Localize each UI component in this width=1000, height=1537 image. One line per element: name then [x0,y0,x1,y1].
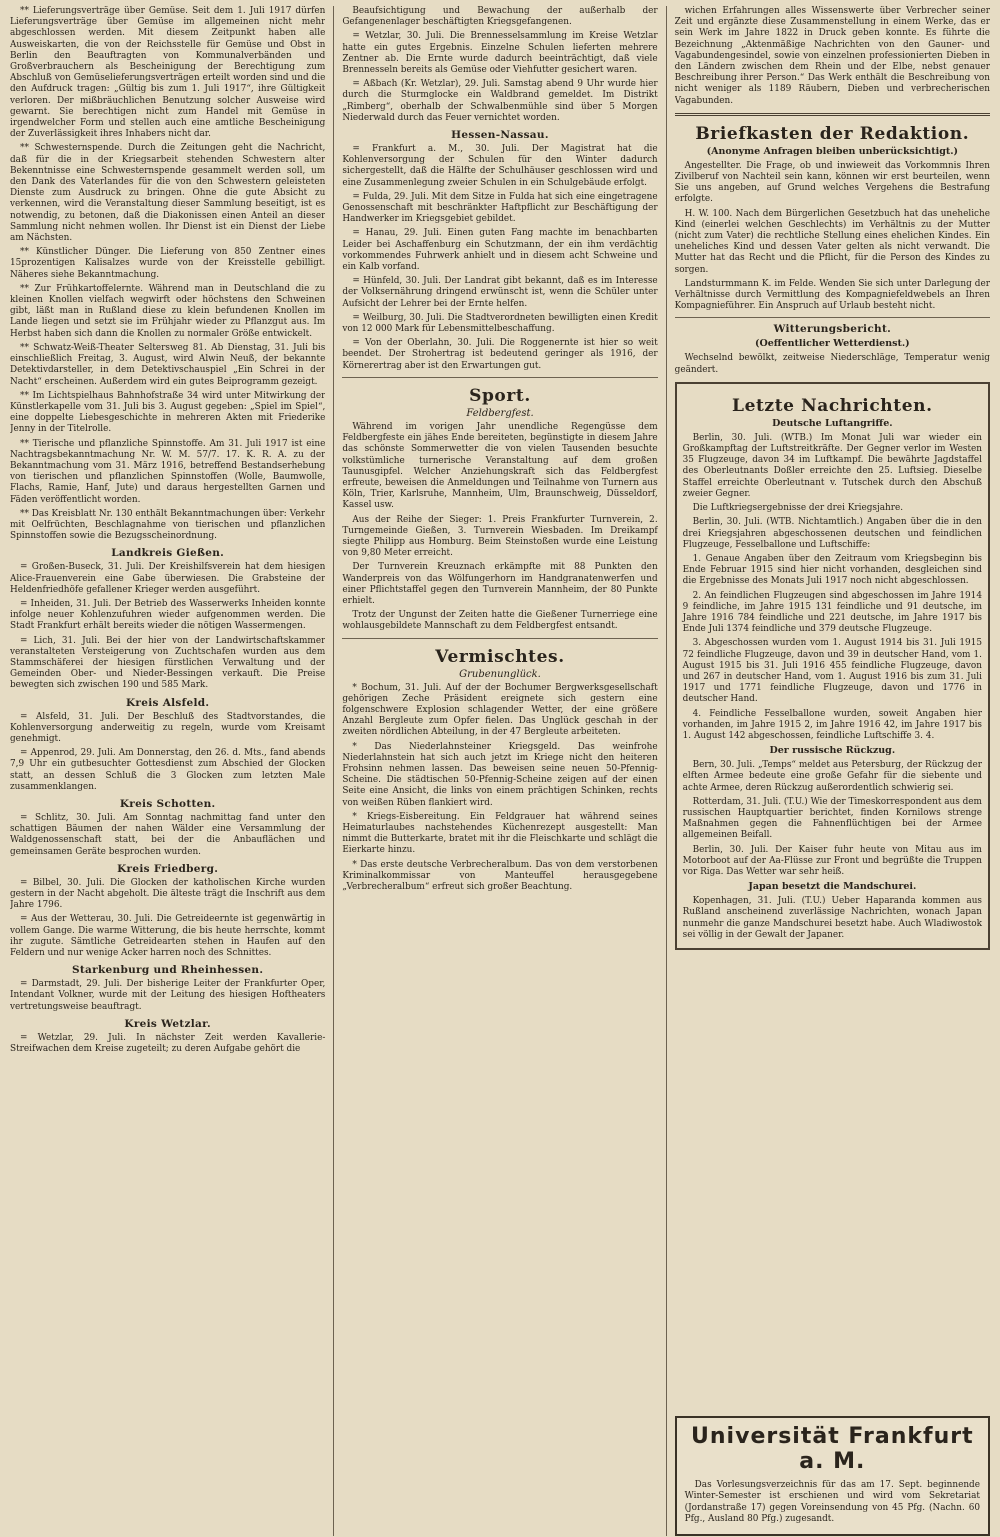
column-divider [666,6,667,1536]
letzte-nachrichten-box [675,382,990,950]
article-paragraph: Landsturmmann K. im Felde. Wenden Sie sich unter Darlegung der Verhältnisse durch Vermittlung des Kompagniefeldwebels an Ihren Kompagnieführer. Ein Anspruch auf Urlaub besteht nicht. [674,278,990,312]
column-layout [10,6,990,1536]
divider [675,317,990,318]
article-paragraph: Aus der Reihe der Sieger: 1. Preis Frankfurter Turnverein, 2. Turngemeinde Gießen, 3. Turnverein Wiesbaden. Im Dreikampf siegte Philipp aus Homburg. Beim Steinstoßen wurde eine Leistung von 9,80 Meter erreicht. [342,514,658,559]
col2-articles-d [342,683,657,894]
col3-articles-f [683,896,982,941]
article-paragraph: = Fulda, 29. Juli. Mit dem Sitze in Fulda hat sich eine eingetragene Genossenschaft mit beschränkter Haftpflicht zur Beschäftigung der Handwerker im Kriegsgebiet gebildet. [342,191,658,225]
article-paragraph: * Das Niederlahnsteiner Kriegsgeld. Das weinfrohe Niederlahnstein hat sich auch jetzt im Kriege nicht den heiteren Frohsinn nehmen lassen. Das beweisen seine neuen 50-Pfennig-Scheine. Die städtischen 50-Pfennig-Scheine zeigen auf der einen Seite eine Ansicht, die links von einem prächtigen Schinken, rechts von weißen Rüben flankiert wird. [342,741,658,808]
divider [675,113,990,116]
article-paragraph: = Alsfeld, 31. Juli. Der Beschluß des Stadtvorstandes, die Kohlenversorgung anderweitig zu regeln, wurde vom Kreisamt genehmigt. [10,711,326,744]
ad-title: Universität Frankfurt a. M. [691,1424,974,1475]
heading-witterungsbericht: Witterungsbericht. [773,323,892,336]
col1-articles-e [10,878,325,959]
heading-vermischtes: Vermischtes. [435,646,565,667]
article-paragraph: ** Tierische und pflanzliche Spinnstoffe. Am 31. Juli 1917 ist eine Nachtragsbekanntmachung Nr. W. M. 57/7. 17. K. R. A. zu der Bekanntmachung vom 31. März 1916, betreffend Bestandserhebung von tierischen und pflanzlichen Spinnstoffen (Wolle, Baumwolle, Flachs, Ramie, Hanf, Jute) und daraus hergestellten Garnen und Fäden veröffentlicht worden. [10,438,326,505]
article-paragraph: = Inheiden, 31. Juli. Der Betrieb des Wasserwerks Inheiden konnte infolge neuer Kohlenzufuhren wieder aufgenommen werden. Die Stadt Frankfurt erhält bereits wieder die nötigen Wassermengen. [10,598,326,632]
article-paragraph: = Wetzlar, 29. Juli. In nächster Zeit werden Kavallerie-Streifwachen dem Kreise zugeteilt; zu deren Aufgabe gehört die [10,1032,326,1055]
article-paragraph: * Bochum, 31. Juli. Auf der der Bochumer Bergwerksgesellschaft gehörigen Zeche Präsident ereignete sich gestern eine folgenschwere Explosion schlagender Wetter, der eine größere Anzahl Bergleute zum Opfer fielen. Das Unglück geschah in der zweiten nördlichen Abteilung, in der 47 Bergleute arbeiteten. [342,682,658,738]
article-paragraph: Bern, 30. Juli. „Temps“ meldet aus Petersburg, der Rückzug der elften Armee bedeute eine große Gefahr für die siebente und achte Armee, deren Rückzug außerordentlich schwierig sei. [682,760,982,793]
article-paragraph: = Schlitz, 30. Juli. Am Sonntag nachmittag fand unter den schattigen Bäumen der nahen Wälder eine Versammlung der Waldgenossenschaft statt, bei der die Anbauflächen und gemeinsamen Geräte besprochen wurden. [10,813,326,857]
article-paragraph: wichen Erfahrungen alles Wissenswerte über Verbrecher seiner Zeit und ergänzte diese Zusammenstellung in einem Werke, das er sein Werk im Jahre 1822 in Druck geben konnte. Es führte die Bezeichnung „Aktenmäßige Nachrichten von den Gauner- und Vagabundengesindel, sowie von einzelnen professionierten Dieben in den Ländern zwischen dem Rhein und der Elbe, nebst genauer Beschreibung ihrer Person.“ Das Werk enthält die Beschreibung von nicht weniger als 1189 Räubern, Dieben und verbrecherischen Vagabunden. [674,6,990,106]
article-paragraph: = Wetzlar, 30. Juli. Die Brennesselsammlung im Kreise Wetzlar hatte ein gutes Ergebnis. Einzelne Schulen lieferten mehrere Zentner ab. Die Ernte wurde dadurch beeinträchtigt, daß viele Brennesseln bereits als Gemüse oder Viehfutter gesichert waren. [342,31,658,76]
heading-kreis-wetzlar: Kreis Wetzlar. [124,1017,211,1030]
col1-articles-f [10,979,325,1013]
article-paragraph: ** Künstlicher Dünger. Die Lieferung von 850 Zentner eines 15prozentigen Kalisalzes wurde von der Kreisstelle gebilligt. Näheres siehe Bekanntmachung. [10,247,326,280]
article-paragraph: = Frankfurt a. M., 30. Juli. Der Magistrat hat die Kohlenversorgung der Schulen für den Winter dadurch sichergestellt, daß die Hälfte der Schulhäuser geschlossen wird und eine Zusammenlegung zweier Schulen in ein Schulgebäude erfolgt. [342,144,658,188]
article-paragraph: = Lich, 31. Juli. Bei der hier von der Landwirtschaftskammer veranstalteten Versteigerung von Zuchtschafen wurden aus dem Stammschäferei der hiesigen fürstlichen Verwaltung und der Gemeinden Ober- und Nieder-Bessingen verkauft. Die Preise bewegten sich zwischen 190 und 585 Mark. [10,635,326,691]
subheading-anonyme-anfragen: (Anonyme Anfragen bleiben unberücksichtigt.) [706,145,959,157]
article-paragraph: = Appenrod, 29. Juli. Am Donnerstag, den 26. d. Mts., fand abends 7,9 Uhr ein gutbesuchter Gottesdienst zum Abschied der Glocken statt, an dessen Schluß die 3 Glocken zum letzten Male zusammenklangen. [10,748,326,792]
article-paragraph: Angestellter. Die Frage, ob und inwieweit das Vorkommnis Ihren Zivilberuf von Nachteil sein kann, können wir erst beurteilen, wenn Sie uns angeben, auf Grund welches Vergehens die Bestrafung erfolgte. [674,160,990,205]
heading-hessen-nassau: Hessen-Nassau. [451,129,549,142]
article-paragraph: ** Schwatz-Weiß-Theater Seltersweg 81. Ab Dienstag, 31. Juli bis einschließlich Freitag, 3. August, wird Alwin Neuß, der bekannte Detektivdarsteller, in dem Detektivschauspiel „Ein Schrei in der Nacht“ erscheinen. Außerdem wird ein gutes Beiprogramm gezeigt. [10,342,326,387]
article-paragraph: ** Schwesternspende. Durch die Zeitungen geht die Nachricht, daß für die in der Kriegsarbeit stehenden Schwestern alter Bekenntnisse eine Schwesternspende gesammelt werden soll, um den Dank des Vaterlandes für die von den Schwestern geleisteten Dienste zum Ausdruck zu bringen. Ohne die gute Absicht zu verkennen, wird die Veranstaltung dieser Sammlung beseitigt, ist es notwendig, zu betonen, daß die Diakonissen einen Anteil an dieser Sammlung nicht nehmen wollen. Ihr Dienst ist ein Dienst der Liebe am Nächsten. [10,143,326,244]
article-paragraph: 3. Abgeschossen wurden vom 1. August 1914 bis 31. Juli 1915 72 feindliche Flugzeuge, davon und 39 in deutscher Hand, vom 1. August 1915 bis 31. Juli 1916 455 feindliche Flugzeuge, davon und 267 in deutscher Hand, vom 1. August 1916 bis zum 31. Juli 1917 und 1771 feindliche Flugzeuge, davon und 1776 in deutscher Hand. [682,638,982,705]
col3-articles-e [683,760,982,878]
divider [342,638,657,639]
article-paragraph: ** Lieferungsverträge über Gemüse. Seit dem 1. Juli 1917 dürfen Lieferungsverträge über Gemüse im allgemeinen nicht mehr abgeschlossen werden. Mit diesem Zeitpunkt haben alle Ausweiskarten, die von der Reichsstelle für Gemüse und Obst in Berlin den Beauftragten von Kommunalverbänden und Großverbrauchern als Bescheinigung der Berechtigung zum Abschluß von Gemüselieferungsverträgen erteilt worden sind und die den Aufdruck tragen: „Gültig bis zum 1. Juli 1917“, ihre Gültigkeit verloren. Der mißbräuchlichen Benutzung solcher Ausweise wird gewarnt. Sie berechtigen nicht zum Handel mit Gemüse in irgendwelcher Form und stellen auch eine amtliche Bescheinigung der Zuverlässigkeit ihres Inhabers nicht dar. [10,6,326,140]
article-paragraph: Der Turnverein Kreuznach erkämpfte mit 88 Punkten den Wanderpreis von das Wölfungerhorn im Handgranatenwerfen und einer Pflichtstaffel gegen den Turnverein Mannheim, der 80 Punkte erhielt. [342,562,658,606]
article-paragraph: Trotz der Ungunst der Zeiten hatte die Gießener Turnerriege eine wohlausgebildete Mannschaft zu dem Feldbergfest entsandt. [342,610,658,632]
article-paragraph: Beaufsichtigung und Bewachung der außerhalb der Gefangenenlager beschäftigten Kriegsgefangenen. [342,6,658,28]
column-2 [342,6,657,1536]
col1-articles-c [10,712,325,793]
heading-briefkasten: Briefkasten der Redaktion. [695,123,970,144]
article-paragraph: = Weilburg, 30. Juli. Die Stadtverordneten bewilligten einen Kredit von 12 000 Mark für Lebensmittelbeschaffung. [342,312,658,335]
heading-landkreis-giessen: Landkreis Gießen. [111,547,225,560]
article-paragraph: = Von der Oberlahn, 30. Juli. Die Roggenernte ist hier so weit beendet. Der Strohertrag ist bedeutend geringer als 1916, der Körnerertrag aber ist den Erwartungen gut. [342,338,658,371]
col1-articles-d [10,813,325,858]
col1-articles [10,6,325,542]
col1-articles-b [10,562,325,691]
article-paragraph: Wechselnd bewölkt, zeitweise Niederschläge, Temperatur wenig geändert. [674,353,990,375]
column-3 [675,6,990,1536]
subheading-feldbergfest: Feldbergfest. [466,407,534,419]
heading-kreis-schotten: Kreis Schotten. [119,798,216,810]
article-paragraph: = Großen-Buseck, 31. Juli. Der Kreishilfsverein hat dem hiesigen Alice-Frauenverein eine Gabe überwiesen. Die Grabsteine der Heldenfriedhöfe gefallener Krieger werden ausgeführt. [10,562,326,595]
col2-articles-b [342,144,657,372]
column-1 [10,6,325,1536]
article-paragraph: = Darmstadt, 29. Juli. Der bisherige Leiter der Frankfurter Oper, Intendant Volkner, wurde mit der Leitung des hiesigen Hoftheaters vertretungsweise beauftragt. [10,979,326,1012]
advertisement-universitaet [675,1416,990,1536]
article-paragraph: H. W. 100. Nach dem Bürgerlichen Gesetzbuch hat das uneheliche Kind (einerlei welchen Geschlechts) im Verhältnis zu der Mutter (nicht zum Vater) die rechtliche Stellung eines ehelichen Kindes. Ein uneheliches Kind und dessen Vater gelten als nicht verwandt. Die Mutter hat das Recht und die Pflicht, für die Person des Kindes zu sorgen. [674,208,990,275]
col1-articles-g [10,1033,325,1055]
subheading-mandschurei: Japan besetzt die Mandschurei. [748,881,917,893]
article-paragraph: ** Das Kreisblatt Nr. 130 enthält Bekanntmachungen über: Verkehr mit Oelfrüchten, Beschlagnahme von tierischen und pflanzlichen Spinnstoffen sowie die Bezugsscheinordnung. [10,508,326,542]
article-paragraph: 1. Genaue Angaben über den Zeitraum vom Kriegsbeginn bis Ende Februar 1915 sind hier nicht vorhanden, desgleichen sind die Ergebnisse des Monats Juli 1917 noch nicht abgeschlossen. [682,553,982,587]
article-paragraph: Berlin, 30. Juli. Der Kaiser fuhr heute von Mitau aus im Motorboot auf der Aa-Flüsse zur Front und begrüßte die Truppen vor Riga. Das Wetter war sehr heiß. [682,844,982,877]
article-paragraph: = Aus der Wetterau, 30. Juli. Die Getreideernte ist gegenwärtig in vollem Gange. Die warme Witterung, die bis heute herrschte, kommt ihr zugute. Sämtliche Getreidearten stehen in Haufen auf den Feldern und nur wenige Acker harren noch des Schnittes. [10,914,326,959]
article-paragraph: = Hanau, 29. Juli. Einen guten Fang machte im benachbarten Leider bei Aschaffenburg ein Schutzmann, der ein ihm verdächtig vorkommendes Fuhrwerk anhielt und in diesem acht Schweine und ein Kalb vorfand. [342,228,658,273]
heading-kreis-alsfeld: Kreis Alsfeld. [126,696,210,709]
col2-articles-a [342,6,657,124]
article-paragraph: = Aßbach (Kr. Wetzlar), 29. Juli. Samstag abend 9 Uhr wurde hier durch die Sturmglocke ein Waldbrand gemeldet. Im Distrikt „Rimberg“, oberhalb der Schwalbenmühle sind über 5 Morgen Niederwald durch das Feuer vernichtet worden. [342,79,658,123]
heading-sport: Sport. [469,385,531,406]
article-paragraph: Kopenhagen, 31. Juli. (T.U.) Ueber Haparanda kommen aus Rußland anscheinend zuverlässige Nachrichten, wonach Japan nunmehr die ganze Mandschurei besetzt habe. Auch Wladiwostok sei völlig in der Gewalt der Japaner. [682,896,982,940]
heading-letzte-nachrichten: Letzte Nachrichten. [732,395,933,416]
col3-articles-c [675,353,990,375]
article-paragraph: ** Im Lichtspielhaus Bahnhofstraße 34 wird unter Mitwirkung der Künstlerkapelle vom 31. Juli bis 3. August gegeben: „Spiel im Spiel“, eine doppelte Liebesgeschichte in mehreren Akten mit Friederike Jenny in der Titelrolle. [10,390,326,435]
column-divider [333,6,334,1536]
article-paragraph: Die Luftkriegsergebnisse der drei Kriegsjahre. [692,503,904,514]
divider [342,377,657,378]
col3-articles-a [675,6,990,107]
article-paragraph: Während im vorigen Jahr unendliche Regengüsse dem Feldbergfeste ein jähes Ende bereiteten, begünstigte in diesem Jahre das schönste Sommerwetter die von vielen Tausenden besuchte volkstümliche turnerische Veranstaltung auf dem großen Taunusgipfel. Welcher Anziehungskraft sich das Feldbergfest erfreute, beweisen die Anmeldungen und Teilnahme von Turnern aus Köln, Trier, Karlsruhe, Mannheim, Ulm, Braunschweig, Düsseldorf, Kassel usw. [342,421,658,511]
col2-articles-c [342,422,657,633]
subheading-grubenunglueck: Grubenunglück. [459,668,541,680]
article-paragraph: ** Zur Frühkartoffelernte. Während man in Deutschland die zu kleinen Knollen vielfach wegwirft oder höchstens den Schweinen gibt, läßt man in Rußland diese zu klein befundenen Knollen im Lande liegen und setzt sie im Frühjahr wieder zu Pflanzgut aus. Im Herbst haben sich dann die Knollen zu normaler Größe entwickelt. [10,283,326,339]
article-paragraph: 4. Feindliche Fesselballone wurden, soweit Angaben hier vorhanden, im Jahre 1915 2, im Jahre 1916 42, im Jahre 1917 bis 1. August 142 abgeschossen, feindliche Luftschiffe 3. 4. [682,708,982,741]
article-paragraph: Rotterdam, 31. Juli. (T.U.) Wie der Timeskorrespondent aus dem russischen Hauptquartier berichtet, finden Kornilows strenge Maßnahmen gegen die Fahnenflüchtigen bei der Armee allgemeinen Beifall. [682,796,982,841]
heading-starkenburg-rheinhessen: Starkenburg und Rheinhessen. [72,964,264,977]
col3-articles-b [675,161,990,313]
article-paragraph: Berlin, 30. Juli. (WTB. Nichtamtlich.) Angaben über die in den drei Kriegsjahren abgeschossenen deutschen und feindlichen Flugzeuge, Fesselballone und Luftschiffe: [682,517,982,550]
heading-kreis-friedberg: Kreis Friedberg. [117,862,219,875]
subheading-luftangriffe: Deutsche Luftangriffe. [772,417,893,429]
subheading-russischer-rueckzug: Der russische Rückzug. [769,745,896,757]
col3-articles-d [683,433,982,742]
article-paragraph: Berlin, 30. Juli. (WTB.) Im Monat Juli war wieder ein Großkampftag der Luftstreitkräfte. Der Gegner verlor im Westen 35 Flugzeuge, davon 34 im Luftkampf. Die bewährte Jagdstaffel des Oberleutnants Doßler erreichte den 25. Luftsieg. Dieselbe Staffel erreichte Oberleutnant v. Tutschek durch den Abschuß zweier Gegner. [682,432,982,499]
subheading-wetterdienst: (Oeffentlicher Wetterdienst.) [754,338,910,350]
article-paragraph: = Hünfeld, 30. Juli. Der Landrat gibt bekannt, daß es im Interesse der Volksernährung dringend erwünscht ist, wenn die Schüler unter Aufsicht der Lehrer bei der Ernte helfen. [342,276,658,309]
article-paragraph: = Bilbel, 30. Juli. Die Glocken der katholischen Kirche wurden gestern in der Nacht abgeholt. Die älteste trägt die Inschrift aus dem Jahre 1796. [10,877,326,911]
article-paragraph: 2. An feindlichen Flugzeugen sind abgeschossen im Jahre 1914 9 feindliche, im Jahre 1915 131 feindliche und 91 deutsche, im Jahre 1916 784 feindliche und 221 deutsche, im Jahre 1917 bis Ende Juli 1374 feindliche und 379 deutsche Flugzeuge. [682,590,982,635]
article-paragraph: * Kriegs-Eisbereitung. Ein Feldgrauer hat während seines Heimaturlaubes nachstehendes Küchenrezept ausgestellt: Man nimmt die Butterkarte, bratet mit ihr die Fleischkarte und schlägt die Eierkarte hinzu. [342,811,658,856]
ad-text: Das Vorlesungsverzeichnis für das am 17. Sept. beginnende Winter-Semester ist erschienen und wird vom Sekretariat (Jordanstraße 17) gegen Voreinsendung von 45 Pfg. (Nachn. 60 Pfg., Ausland 80 Pfg.) zugesandt. [684,1480,980,1524]
article-paragraph: * Das erste deutsche Verbrecheralbum. Das von dem verstorbenen Kriminalkommissar von Manteuffel herausgegebene „Verbrecheralbum“ erfreut sich großer Beachtung. [342,859,658,892]
